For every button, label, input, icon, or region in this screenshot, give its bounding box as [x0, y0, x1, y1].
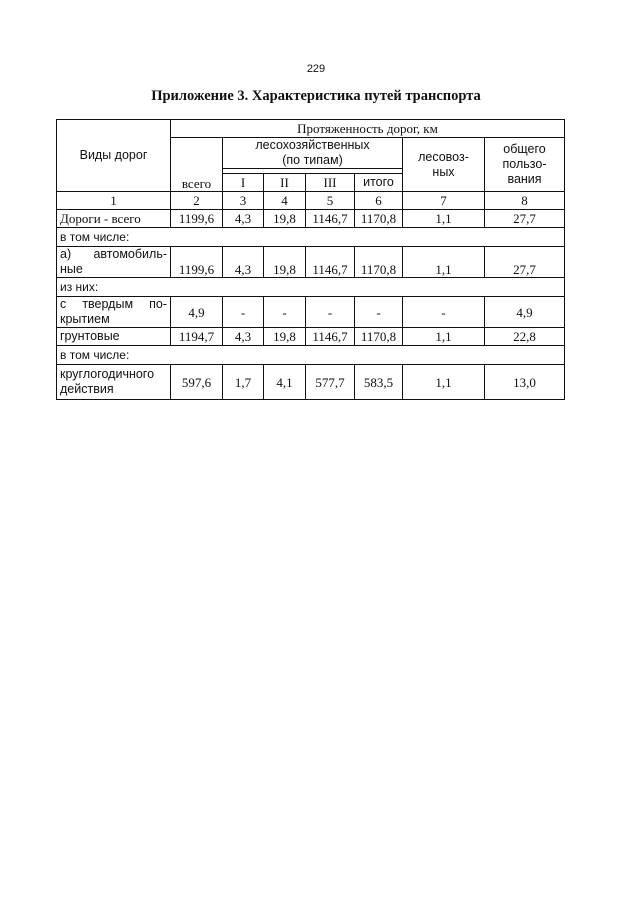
row-label-line2: крытием — [60, 312, 110, 326]
table-row — [57, 247, 565, 278]
cell: 583,5 — [355, 365, 403, 400]
cell: - — [403, 297, 485, 328]
roads-table — [56, 119, 565, 400]
cell: 4,1 — [264, 365, 306, 400]
cell: - — [306, 297, 355, 328]
cell: 1199,6 — [171, 210, 223, 228]
col-number: 7 — [403, 192, 485, 210]
row-label — [57, 297, 171, 328]
row-label: грунтовые — [57, 328, 171, 346]
header-forestry-line2: (по типам) — [282, 153, 343, 167]
header-forestry — [223, 138, 403, 169]
header-public — [485, 138, 565, 192]
cell: 1199,6 — [171, 247, 223, 278]
header-length: Протяженность дорог, км — [171, 120, 565, 138]
cell: 27,7 — [485, 210, 565, 228]
section-label: в том числе: — [57, 228, 565, 247]
cell: 4,3 — [223, 210, 264, 228]
table-row — [57, 365, 565, 400]
col-number: 2 — [171, 192, 223, 210]
header-logging-line2: ных — [432, 164, 455, 179]
document-title: Приложение 3. Характеристика путей транспорта — [151, 88, 481, 104]
cell: 1,1 — [403, 365, 485, 400]
cell: 1,1 — [403, 328, 485, 346]
cell: 1146,7 — [306, 210, 355, 228]
cell: 1146,7 — [306, 247, 355, 278]
cell: 13,0 — [485, 365, 565, 400]
header-type-2: II — [264, 174, 306, 192]
row-label-line1: а) автомобиль- — [60, 247, 167, 261]
cell: - — [355, 297, 403, 328]
row-label-line1: круглогодичного — [60, 367, 155, 381]
page-number: 229 — [306, 63, 326, 75]
row-label-line1: с твердым по- — [60, 297, 167, 311]
header-type-1: I — [223, 174, 264, 192]
cell: 27,7 — [485, 247, 565, 278]
table-row — [57, 210, 565, 228]
cell: 1170,8 — [355, 247, 403, 278]
header-subtotal: итого — [355, 174, 403, 192]
col-number: 8 — [485, 192, 565, 210]
header-public-line3: вания — [507, 172, 542, 186]
cell: 19,8 — [264, 210, 306, 228]
cell: 1,7 — [223, 365, 264, 400]
col-number: 6 — [355, 192, 403, 210]
header-forestry-line1: лесохозяйственных — [255, 138, 370, 152]
header-logging-line1: лесовоз- — [418, 149, 469, 164]
row-label-line2: действия — [60, 382, 114, 396]
cell: 22,8 — [485, 328, 565, 346]
row-label — [57, 365, 171, 400]
section-row — [57, 346, 565, 365]
col-number: 3 — [223, 192, 264, 210]
table-row — [57, 297, 565, 328]
header-road-types: Виды дорог — [57, 120, 171, 192]
cell: 1194,7 — [171, 328, 223, 346]
row-label: Дороги - всего — [57, 210, 171, 228]
row-label-line2: ные — [60, 262, 83, 276]
cell: - — [223, 297, 264, 328]
col-number: 4 — [264, 192, 306, 210]
section-label: из них: — [57, 278, 565, 297]
table-row — [57, 328, 565, 346]
cell: 1,1 — [403, 210, 485, 228]
cell: 4,3 — [223, 328, 264, 346]
section-row — [57, 278, 565, 297]
cell: 19,8 — [264, 247, 306, 278]
cell: 19,8 — [264, 328, 306, 346]
cell: 1146,7 — [306, 328, 355, 346]
cell: 597,6 — [171, 365, 223, 400]
section-label: в том числе: — [57, 346, 565, 365]
col-number: 1 — [57, 192, 171, 210]
cell: 577,7 — [306, 365, 355, 400]
header-public-line1: общего — [503, 142, 546, 156]
cell: 4,9 — [485, 297, 565, 328]
cell: - — [264, 297, 306, 328]
cell: 4,9 — [171, 297, 223, 328]
header-type-3: III — [306, 174, 355, 192]
col-number: 5 — [306, 192, 355, 210]
row-label — [57, 247, 171, 278]
column-numbers-row — [57, 192, 565, 210]
cell: 1170,8 — [355, 328, 403, 346]
cell: 4,3 — [223, 247, 264, 278]
cell: 1170,8 — [355, 210, 403, 228]
header-public-line2: пользо- — [502, 157, 547, 171]
header-logging — [403, 138, 485, 192]
section-row — [57, 228, 565, 247]
header-total: всего — [171, 138, 223, 192]
cell: 1,1 — [403, 247, 485, 278]
